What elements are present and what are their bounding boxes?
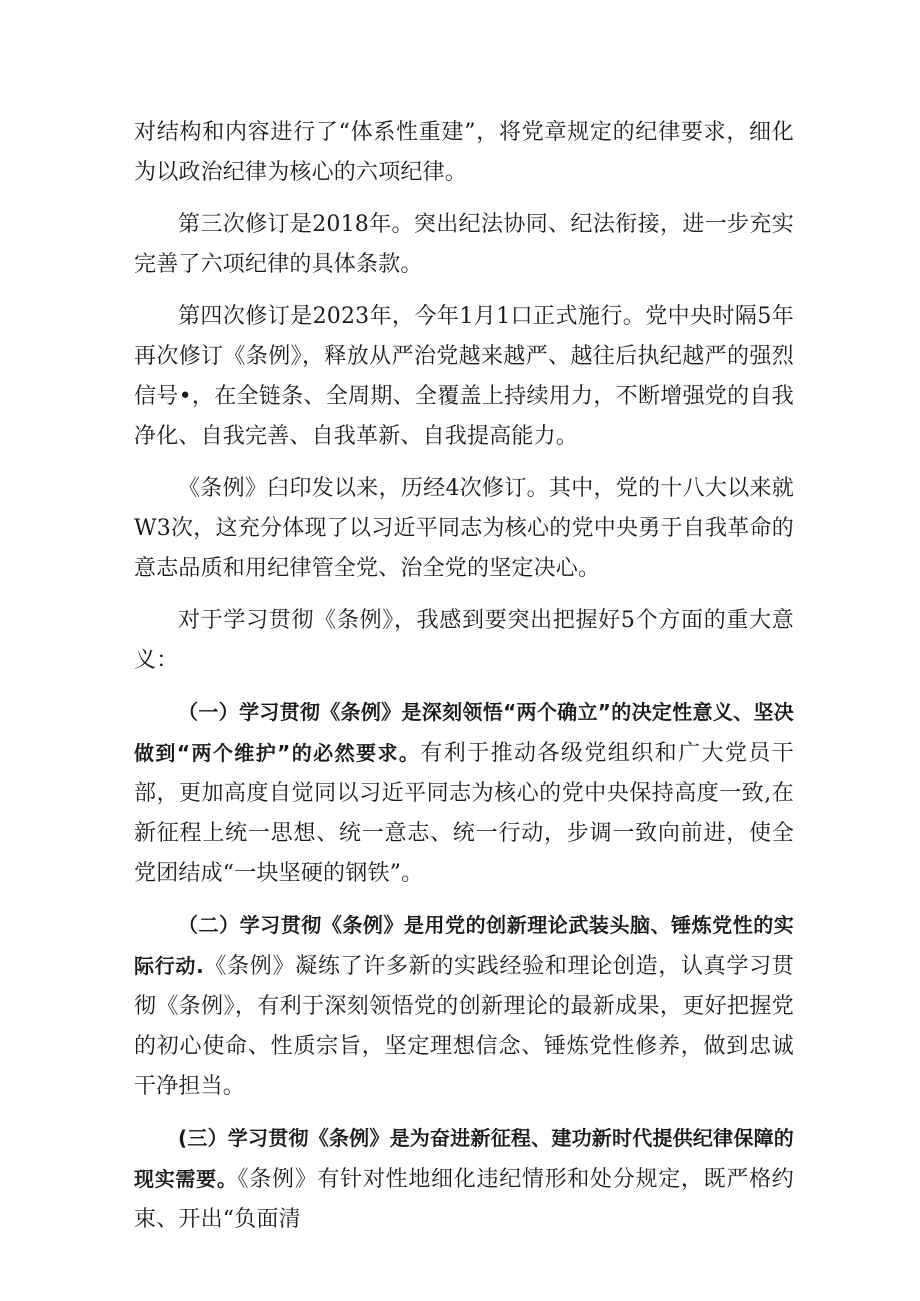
paragraph-5	[134, 600, 794, 681]
paragraph-lead: （二）学习贯彻《条例》是用党的创新理论武装头脑、锤炼党性的实际行动.	[134, 913, 794, 978]
paragraph-text: 对于学习贯彻《条例》，我感到要突出把握好5个方面的重大意义：	[134, 608, 794, 673]
paragraph-text: 第三次修订是2018年。突出纪法协同、纪法衔接，进一步充实完善了六项纪律的具体条款。	[134, 212, 794, 277]
paragraph-lead: （一）学习贯彻《条例》是深刻领悟“两个确立”的决定性意义、坚决做到“两个维护”的必然要求。	[134, 700, 794, 765]
paragraph-text: 《条例》有针对性地细化违纪情形和处分规定，既严格约束、开出“负面清	[134, 1167, 794, 1232]
document-body	[134, 112, 794, 1251]
paragraph-lead: (三）学习贯彻《条例》是为奋进新征程、建功新时代提供纪律保障的现实需要。	[134, 1126, 794, 1191]
paragraph-text: 第四次修订是2023年，今年1月1口正式施行。党中央时隔5年再次修订《条例》，释放从严治党越来越严、越往后执纪越严的强烈信号•，在全链条、全周期、全覆盖上持续用力，不断增强党的自我净化、自我完善、自我革新、自我提高能力。	[134, 304, 794, 449]
paragraph-8	[134, 1118, 794, 1240]
paragraph-text: 有利于推动各级党组织和广大党员干部，更加高度自觉同以习近平同志为核心的党中央保持高度一致,在新征程上统一思想、统一意志、统一行动，步调一致向前进，使全党团结成“一块坚硬的钢铁”。	[134, 741, 794, 886]
paragraph-2	[134, 204, 794, 285]
paragraph-6	[134, 692, 794, 894]
paragraph-text: 《条例》凝练了许多新的实践经验和理论创造，认真学习贯彻《条例》，有利于深刻领悟党的创新理论的最新成果，更好把握党的初心使命、性质宗旨，坚定理想信念、锤炼党性修养，做到忠诚干净担当。	[134, 954, 794, 1099]
paragraph-text: 对结构和内容进行了“体系性重建”，将党章规定的纪律要求，细化为以政治纪律为核心的六项纪律。	[134, 120, 794, 185]
paragraph-1	[134, 112, 794, 193]
paragraph-4	[134, 468, 794, 589]
paragraph-3	[134, 296, 794, 457]
paragraph-text: 《条例》臼印发以来，历经4次修订。其中，党的十八大以来就W3次，这充分体现了以习近平同志为核心的党中央勇于自我革命的意志品质和用纪律管全党、治全党的坚定决心。	[134, 476, 794, 581]
paragraph-7	[134, 905, 794, 1107]
